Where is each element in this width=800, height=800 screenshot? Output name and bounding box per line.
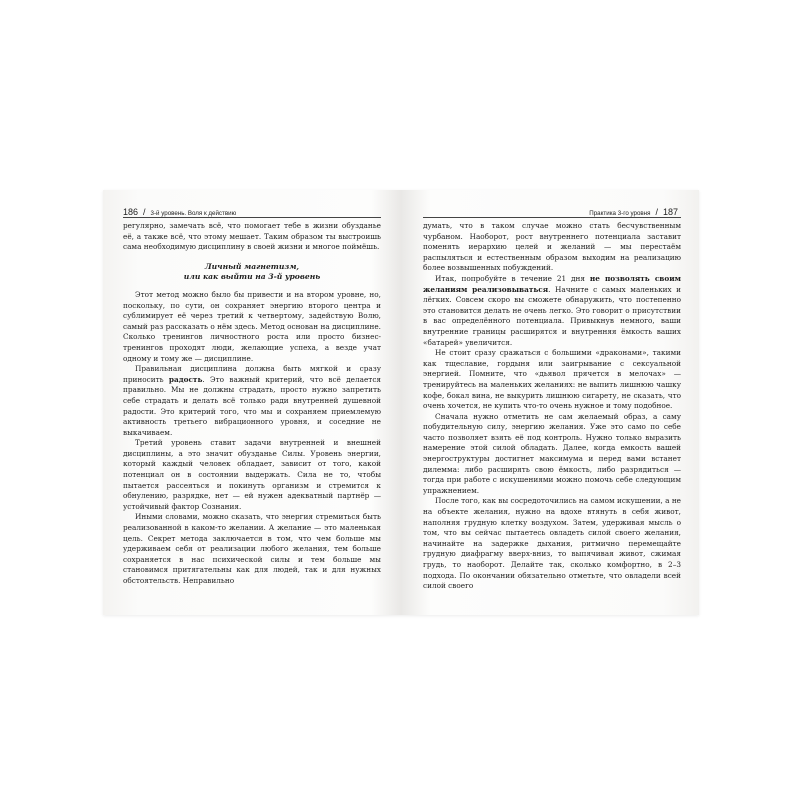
left-running-head: 3-й уровень. Воля к действию	[150, 210, 237, 217]
subheading-line: Личный магнетизм,	[204, 261, 300, 271]
paragraph-text: Не стоит сразу сражаться с большими «драконами», такими как тщеславие, гордыня или заигрывание с сексуальной энергией. Помните, что «дьявол прячется в мелочах» — тренируйтесь на маленьких желаниях: не выпить лишнюю чашку кофе, бокал вина, не выкурить лишнюю сигарету, не сказать, что очень хочется, не купить что-то очень нужное и тому подобное.	[423, 348, 681, 411]
header-separator: /	[143, 207, 146, 217]
body-paragraph	[123, 438, 381, 512]
paragraph-text: Правильная дисциплина должна быть мягкой и сразу приносить	[123, 364, 381, 384]
body-paragraph	[423, 348, 681, 412]
emphasis-text: не позволять своим желаниям реализовываться	[423, 273, 681, 294]
right-running-head: Практика 3-го уровня	[589, 210, 651, 217]
emphasis-text: радость	[168, 374, 203, 384]
paragraph-text: думать, что в таком случае можно стать бесчувственным чурбаном. Наоборот, рост внутреннего потенциала заставит поменять иерархию целей и желаний — мы перестаём распыляться и естественным образом выходим на реализацию более возвышенных побуждений.	[423, 221, 681, 273]
paragraph-text: Третий уровень ставит задачи внутренней и внешней дисциплины, а это значит обузданье Силы. Уровень энергии, который каждый человек обладает, зависит от того, какой потенциал он в состоянии выдержать. Сила не то, чтобы пытается рассеяться и покинуть организм и стремится к обнулению, разрядке, нет — ей нужен адекватный партнёр — устойчивый фактор Сознания.	[123, 438, 381, 511]
left-page-body	[123, 221, 381, 587]
paragraph-text: Иными словами, можно сказать, что энергия стремиться быть реализованной в каком-то желании. А желание — это маленькая цель. Секрет метода заключается в том, что чем больше мы удерживаем себя от реализации любого желания, тем больше сохраняется в нас психической силы и тем больше мы становимся притягательны как для людей, так и для нужных обстоятельств. Неправильно	[123, 512, 381, 585]
left-page	[103, 190, 401, 615]
left-header-rule	[123, 217, 381, 218]
body-paragraph	[123, 364, 381, 438]
section-subheading	[123, 262, 381, 283]
left-page-header	[123, 202, 378, 217]
body-paragraph	[423, 274, 681, 348]
paragraph-text: Сначала нужно отметить не сам желаемый образ, а саму побудительную силу, энергию желания. Уже это само по себе часто позволяет взять её под контроль. Нужно только выразить намерение этой силой обладать. Далее, когда емкость вашей энергоструктуры достигнет максимума и перед вами встанет дилемма: либо расширять свою ёмкость, либо разрядиться — тогда при работе с искушениями можно помочь себе следующим упражнением.	[423, 411, 681, 495]
right-header-rule	[423, 217, 681, 218]
right-page	[401, 190, 699, 615]
right-page-header	[423, 202, 678, 217]
subheading-line: или как выйти на 3-й уровень	[183, 272, 321, 282]
paragraph-text: После того, как вы сосредоточились на самом искушении, а не на объекте желания, нужно на вдохе втянуть в себя живот, наполняя грудную клетку воздухом. Затем, удерживая мысль о том, что вы сейчас пытаетесь овладеть силой своего желания, начинайте на задержке дыхания, ритмично перемещайте грудную диафрагму вверх-вниз, то выпячивая живот, сжимая грудь, то наоборот. Делайте так, сколько комфортно, в 2–3 подхода. По окончании обязательно отметьте, что овладели всей силой своего	[423, 496, 681, 591]
book-spread	[103, 190, 699, 615]
body-paragraph	[123, 221, 381, 253]
paragraph-text: . Это важный критерий, что всё делается правильно. Мы не должны страдать, просто нужно запретить себе страдать и делать всё только ради внутренней душевной радости. Это критерий того, что мы и сохраняем приемлемую активность третьего вибрационного уровня, и соседние не выкачиваем.	[123, 374, 382, 437]
body-paragraph	[123, 512, 381, 586]
body-paragraph	[423, 496, 681, 591]
paragraph-text: . Начните с самых маленьких и лёгких. Совсем скоро вы сможете обнаружить, что постепенно это становится делать не очень легко. Это говорит о присутствии в вас определённого потенциала. Привыкнув немного, ваши внутренние границы расширятся и внутренняя ёмкость ваших «батарей» увеличится.	[423, 284, 681, 347]
body-paragraph	[423, 221, 681, 274]
body-paragraph	[423, 412, 681, 497]
paragraph-text: Итак, попробуйте в течение 21 дня	[435, 273, 590, 283]
paragraph-text: регулярно, замечать всё, что помогает тебе в жизни обузданье её, а также всё, что этому мешает. Таким образом ты выстроишь сама необходимую дисциплину в своей жизни и многое поймёшь.	[123, 221, 381, 252]
right-page-number: 187	[662, 207, 678, 217]
right-page-body	[423, 221, 681, 592]
paragraph-text: Этот метод можно было бы привести и на втором уровне, но, поскольку, по сути, он сохраняет энергию второго центра и сублимирует её через третий к четвертому, задействую Волю, самый раз рассказать о нём здесь. Метод основан на дисциплине. Сколько тренингов личностного роста или просто бизнес-тренингов проходят люди, желающие успеха, а везде учат одному и тому же — дисциплине.	[123, 289, 381, 363]
header-separator: /	[655, 207, 658, 217]
left-page-number: 186	[123, 207, 139, 217]
body-paragraph	[123, 290, 381, 364]
